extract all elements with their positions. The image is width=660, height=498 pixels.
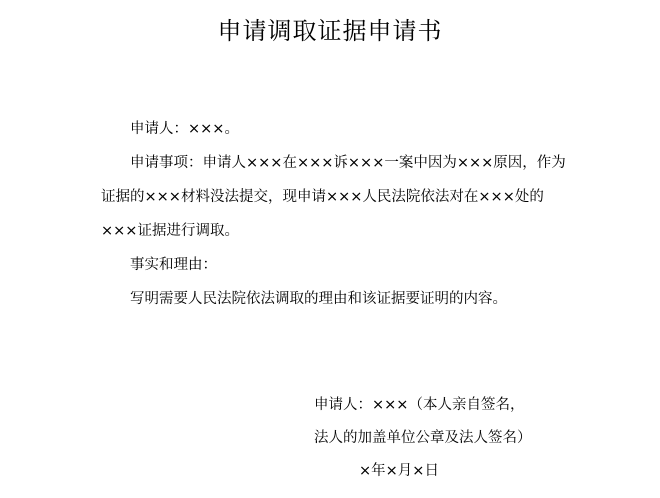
facts-and-reasons-heading: 事实和理由： bbox=[130, 257, 217, 273]
signature-date: ×年×月×日 bbox=[359, 463, 439, 479]
applicant-line: 申请人：×××。 bbox=[130, 121, 239, 137]
document-title: 申请调取证据申请书 bbox=[217, 17, 443, 45]
signature-line-applicant: 申请人：×××（本人亲自签名， bbox=[314, 397, 525, 413]
facts-and-reasons-content: 写明需要人民法院依法调取的理由和该证据要证明的内容。 bbox=[130, 291, 507, 307]
application-matter-paragraph: 申请事项：申请人×××在×××诉×××一案中因为×××原因，作为证据的×××材料没法提交，现申请×××人民法院依法对在×××处的×××证据进行调取。 bbox=[101, 155, 566, 239]
signature-line-legal-entity: 法人的加盖单位公章及法人签名） bbox=[314, 430, 532, 446]
